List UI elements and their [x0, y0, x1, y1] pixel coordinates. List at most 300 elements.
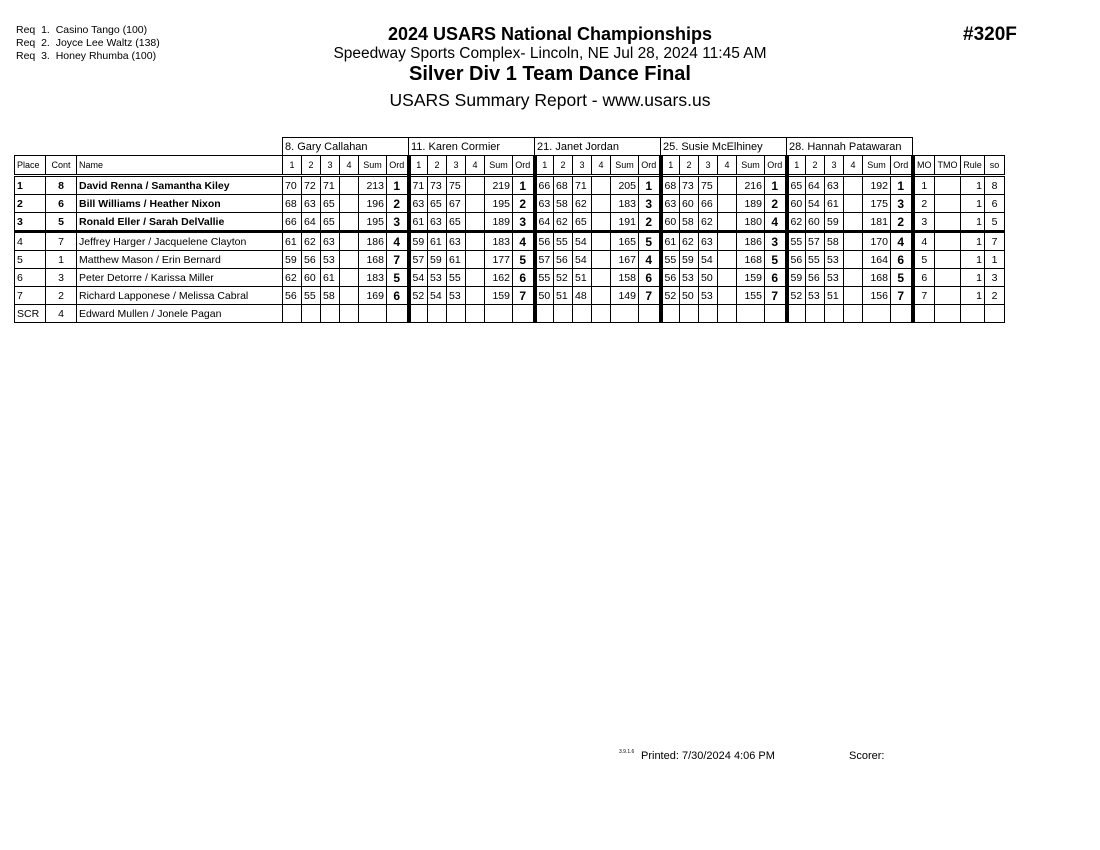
judge-score: 53: [680, 269, 699, 287]
judge-score: [718, 176, 737, 195]
judge-sum: 183: [611, 195, 639, 213]
judge-ordinal: 2: [639, 213, 661, 232]
judge-score: 51: [573, 269, 592, 287]
judge-score: 61: [409, 213, 428, 232]
judge-score: [787, 305, 806, 323]
judge-sum: 168: [359, 251, 387, 269]
place: 6: [15, 269, 46, 287]
judge-score: [844, 251, 863, 269]
judge-score: [680, 305, 699, 323]
judge-ordinal: 2: [387, 195, 409, 213]
requirement-1: Req 1. Casino Tango (100): [16, 24, 148, 36]
judge-score: 59: [825, 213, 844, 232]
col-tmo: TMO: [935, 156, 961, 176]
printed-timestamp: Printed: 7/30/2024 4:06 PM: [641, 750, 775, 762]
judge-name: 8. Gary Callahan: [283, 138, 409, 156]
col-s3: 3: [699, 156, 718, 176]
judge-score: [592, 287, 611, 305]
judge-sum: 177: [485, 251, 513, 269]
judge-score: 55: [661, 251, 680, 269]
report-title: USARS Summary Report - www.usars.us: [389, 90, 711, 110]
judge-name: 11. Karen Cormier: [409, 138, 535, 156]
judge-score: 56: [661, 269, 680, 287]
majority-ordinal: 1: [913, 176, 935, 195]
judge-score: 55: [447, 269, 466, 287]
judge-score: [466, 269, 485, 287]
contestant-number: 7: [46, 232, 77, 251]
judge-score: 58: [321, 287, 340, 305]
judge-score: [466, 195, 485, 213]
col-ord: Ord: [891, 156, 913, 176]
col-ord: Ord: [765, 156, 787, 176]
judge-score: 71: [573, 176, 592, 195]
judge-score: [844, 269, 863, 287]
judge-score: 53: [806, 287, 825, 305]
judge-score: 55: [535, 269, 554, 287]
judge-ordinal: 7: [513, 287, 535, 305]
judge-score: [718, 251, 737, 269]
judge-ordinal: 1: [891, 176, 913, 195]
judge-score: [661, 305, 680, 323]
col-sum: Sum: [863, 156, 891, 176]
judge-score: 72: [302, 176, 321, 195]
rule: 1: [961, 195, 985, 213]
judge-score: [573, 305, 592, 323]
judge-score: [554, 305, 573, 323]
judge-ordinal: 3: [387, 213, 409, 232]
tie-majority-ordinal: [935, 269, 961, 287]
judge-sum: 168: [737, 251, 765, 269]
judge-score: 73: [680, 176, 699, 195]
judge-score: 62: [554, 213, 573, 232]
col-mo: MO: [913, 156, 935, 176]
judge-score: 59: [409, 232, 428, 251]
col-s1: 1: [535, 156, 554, 176]
judge-score: 61: [447, 251, 466, 269]
requirement-3: Req 3. Honey Rhumba (100): [16, 50, 157, 62]
col-so: so: [985, 156, 1005, 176]
judge-score: 71: [321, 176, 340, 195]
judge-score: [283, 305, 302, 323]
judge-score: 70: [283, 176, 302, 195]
judge-score: 68: [283, 195, 302, 213]
judge-score: [844, 195, 863, 213]
judge-ordinal: [639, 305, 661, 323]
judge-score: 63: [321, 232, 340, 251]
col-s4: 4: [340, 156, 359, 176]
col-sum: Sum: [485, 156, 513, 176]
judge-score: 53: [825, 269, 844, 287]
judge-score: 75: [447, 176, 466, 195]
contestant-number: 8: [46, 176, 77, 195]
judge-score: [699, 305, 718, 323]
judge-sum: 162: [485, 269, 513, 287]
judge-score: 65: [321, 213, 340, 232]
col-cont: Cont: [46, 156, 77, 176]
contestant-number: 1: [46, 251, 77, 269]
judge-ordinal: 1: [387, 176, 409, 195]
rule: 1: [961, 213, 985, 232]
col-s4: 4: [718, 156, 737, 176]
judge-score: 60: [787, 195, 806, 213]
majority-ordinal: 3: [913, 213, 935, 232]
requirements-list: [16, 24, 160, 63]
col-s4: 4: [466, 156, 485, 176]
judge-score: 63: [825, 176, 844, 195]
judge-ordinal: 4: [639, 251, 661, 269]
judge-score: 63: [535, 195, 554, 213]
judge-score: [844, 232, 863, 251]
col-sum: Sum: [359, 156, 387, 176]
judge-score: [447, 305, 466, 323]
judge-score: 61: [825, 195, 844, 213]
judge-score: [844, 213, 863, 232]
team-name: David Renna / Samantha Kiley: [77, 176, 283, 195]
judge-sum: [485, 305, 513, 323]
table-row: [15, 251, 1005, 269]
judge-ordinal: [387, 305, 409, 323]
judge-score: 53: [699, 287, 718, 305]
table-row: [15, 287, 1005, 305]
tie-majority-ordinal: [935, 287, 961, 305]
judge-score: 60: [661, 213, 680, 232]
judge-score: [428, 305, 447, 323]
judge-score: 58: [825, 232, 844, 251]
judge-score: 62: [573, 195, 592, 213]
col-s2: 2: [680, 156, 699, 176]
tie-majority-ordinal: [935, 176, 961, 195]
contestant-number: 2: [46, 287, 77, 305]
judge-score: [718, 287, 737, 305]
judge-header-row: [15, 138, 1005, 156]
team-name: Edward Mullen / Jonele Pagan: [77, 305, 283, 323]
judge-score: [718, 213, 737, 232]
col-place: Place: [15, 156, 46, 176]
judge-score: 63: [661, 195, 680, 213]
judge-score: 73: [428, 176, 447, 195]
judge-sum: 186: [737, 232, 765, 251]
judge-score: [806, 305, 825, 323]
skate-order: 3: [985, 269, 1005, 287]
judge-sum: [611, 305, 639, 323]
judge-sum: 159: [485, 287, 513, 305]
col-sum: Sum: [611, 156, 639, 176]
place: 5: [15, 251, 46, 269]
col-s1: 1: [787, 156, 806, 176]
skate-order: [985, 305, 1005, 323]
judge-score: [466, 232, 485, 251]
judge-ordinal: 7: [891, 287, 913, 305]
column-header-row: [15, 156, 1005, 176]
team-name: Richard Lapponese / Melissa Cabral: [77, 287, 283, 305]
judge-score: 68: [554, 176, 573, 195]
judge-ordinal: 5: [639, 232, 661, 251]
judge-score: [718, 269, 737, 287]
col-s2: 2: [554, 156, 573, 176]
judge-score: 55: [806, 251, 825, 269]
judge-score: 53: [825, 251, 844, 269]
judge-score: [340, 251, 359, 269]
judge-score: [825, 305, 844, 323]
rule: 1: [961, 287, 985, 305]
judge-ordinal: 1: [765, 176, 787, 195]
judge-score: 75: [699, 176, 718, 195]
judge-ordinal: 4: [387, 232, 409, 251]
judge-sum: [863, 305, 891, 323]
judge-sum: 196: [359, 195, 387, 213]
spacer: [15, 138, 283, 156]
judge-sum: 183: [485, 232, 513, 251]
judge-ordinal: 7: [765, 287, 787, 305]
rule: [961, 305, 985, 323]
judge-sum: 155: [737, 287, 765, 305]
col-s1: 1: [409, 156, 428, 176]
judge-score: 54: [409, 269, 428, 287]
judge-score: [340, 232, 359, 251]
judge-score: [718, 305, 737, 323]
judge-score: 65: [428, 195, 447, 213]
team-name: Ronald Eller / Sarah DelVallie: [77, 213, 283, 232]
col-ord: Ord: [387, 156, 409, 176]
team-name: Peter Detorre / Karissa Miller: [77, 269, 283, 287]
results-table: [14, 137, 1005, 323]
judge-ordinal: [765, 305, 787, 323]
table-row: [15, 176, 1005, 195]
judge-sum: 170: [863, 232, 891, 251]
judge-score: 50: [535, 287, 554, 305]
judge-score: 63: [409, 195, 428, 213]
col-ord: Ord: [513, 156, 535, 176]
judge-sum: 195: [359, 213, 387, 232]
judge-score: 65: [321, 195, 340, 213]
judge-score: [466, 176, 485, 195]
judge-score: 66: [535, 176, 554, 195]
judge-score: [592, 232, 611, 251]
judge-sum: 159: [737, 269, 765, 287]
judge-ordinal: 1: [513, 176, 535, 195]
judge-sum: 175: [863, 195, 891, 213]
majority-ordinal: 6: [913, 269, 935, 287]
judge-score: 62: [283, 269, 302, 287]
col-s1: 1: [283, 156, 302, 176]
skate-order: 1: [985, 251, 1005, 269]
judge-score: 53: [321, 251, 340, 269]
judge-ordinal: 2: [891, 213, 913, 232]
judge-score: 50: [680, 287, 699, 305]
judge-score: [718, 232, 737, 251]
judge-ordinal: 6: [639, 269, 661, 287]
judge-score: 59: [787, 269, 806, 287]
contestant-number: 5: [46, 213, 77, 232]
judge-sum: 181: [863, 213, 891, 232]
col-s2: 2: [302, 156, 321, 176]
judge-score: 65: [787, 176, 806, 195]
judge-score: 48: [573, 287, 592, 305]
judge-score: [466, 213, 485, 232]
judge-sum: [737, 305, 765, 323]
judge-score: 68: [661, 176, 680, 195]
judge-ordinal: 5: [765, 251, 787, 269]
contestant-number: 4: [46, 305, 77, 323]
judge-score: 53: [428, 269, 447, 287]
judge-score: 54: [573, 251, 592, 269]
tie-majority-ordinal: [935, 305, 961, 323]
judge-score: 56: [787, 251, 806, 269]
team-name: Matthew Mason / Erin Bernard: [77, 251, 283, 269]
col-s4: 4: [592, 156, 611, 176]
judge-score: 51: [825, 287, 844, 305]
judge-score: 58: [554, 195, 573, 213]
judge-score: 66: [699, 195, 718, 213]
rule: 1: [961, 232, 985, 251]
judge-sum: 189: [737, 195, 765, 213]
judge-score: [718, 195, 737, 213]
col-ord: Ord: [639, 156, 661, 176]
judge-ordinal: 4: [513, 232, 535, 251]
table-row: [15, 213, 1005, 232]
judge-score: 56: [554, 251, 573, 269]
judge-sum: 167: [611, 251, 639, 269]
skate-order: 7: [985, 232, 1005, 251]
event-number: #320F: [963, 24, 1017, 45]
judge-score: 57: [535, 251, 554, 269]
judge-score: 65: [447, 213, 466, 232]
judge-score: 52: [409, 287, 428, 305]
judge-score: [844, 176, 863, 195]
rule: 1: [961, 251, 985, 269]
judge-ordinal: 6: [387, 287, 409, 305]
judge-score: 62: [302, 232, 321, 251]
judge-sum: 180: [737, 213, 765, 232]
judge-score: 63: [302, 195, 321, 213]
judge-score: [592, 305, 611, 323]
judge-ordinal: 4: [891, 232, 913, 251]
col-name: Name: [77, 156, 283, 176]
judge-score: 67: [447, 195, 466, 213]
judge-score: 64: [302, 213, 321, 232]
judge-score: 52: [661, 287, 680, 305]
judge-score: 66: [283, 213, 302, 232]
judge-score: 51: [554, 287, 573, 305]
table-row: [15, 232, 1005, 251]
judge-sum: 205: [611, 176, 639, 195]
judge-score: 62: [787, 213, 806, 232]
scorer-label: Scorer:: [849, 750, 885, 762]
judge-score: [409, 305, 428, 323]
tie-majority-ordinal: [935, 195, 961, 213]
judge-sum: 186: [359, 232, 387, 251]
judge-sum: 195: [485, 195, 513, 213]
judge-score: 58: [680, 213, 699, 232]
requirement-2: Req 2. Joyce Lee Waltz (138): [16, 37, 160, 49]
tie-majority-ordinal: [935, 232, 961, 251]
skate-order: 6: [985, 195, 1005, 213]
col-s4: 4: [844, 156, 863, 176]
table-row: [15, 305, 1005, 323]
rule: 1: [961, 176, 985, 195]
table-row: [15, 195, 1005, 213]
judge-ordinal: 2: [513, 195, 535, 213]
judge-ordinal: 4: [765, 213, 787, 232]
judge-name: 25. Susie McElhiney: [661, 138, 787, 156]
judge-score: 56: [535, 232, 554, 251]
judge-score: 55: [554, 232, 573, 251]
judge-score: 53: [447, 287, 466, 305]
judge-sum: 192: [863, 176, 891, 195]
judge-sum: 156: [863, 287, 891, 305]
judge-score: 55: [787, 232, 806, 251]
majority-ordinal: [913, 305, 935, 323]
judge-score: 55: [302, 287, 321, 305]
judge-ordinal: 5: [387, 269, 409, 287]
contestant-number: 6: [46, 195, 77, 213]
judge-score: [321, 305, 340, 323]
contestant-number: 3: [46, 269, 77, 287]
place: 2: [15, 195, 46, 213]
judge-score: [340, 195, 359, 213]
skate-order: 2: [985, 287, 1005, 305]
judge-score: 61: [321, 269, 340, 287]
judge-sum: 189: [485, 213, 513, 232]
judge-ordinal: 3: [639, 195, 661, 213]
table-row: [15, 269, 1005, 287]
judge-score: [340, 305, 359, 323]
judge-sum: 149: [611, 287, 639, 305]
majority-ordinal: 5: [913, 251, 935, 269]
judge-sum: 165: [611, 232, 639, 251]
judge-score: 59: [283, 251, 302, 269]
judge-ordinal: [513, 305, 535, 323]
judge-ordinal: 5: [513, 251, 535, 269]
judge-score: 57: [806, 232, 825, 251]
judge-sum: 219: [485, 176, 513, 195]
judge-sum: 168: [863, 269, 891, 287]
judge-ordinal: 7: [387, 251, 409, 269]
place: 7: [15, 287, 46, 305]
judge-score: 60: [806, 213, 825, 232]
team-name: Bill Williams / Heather Nixon: [77, 195, 283, 213]
judge-score: 61: [661, 232, 680, 251]
judge-sum: 213: [359, 176, 387, 195]
majority-ordinal: 7: [913, 287, 935, 305]
judge-score: 60: [680, 195, 699, 213]
judge-score: [592, 251, 611, 269]
col-s3: 3: [321, 156, 340, 176]
judge-sum: [359, 305, 387, 323]
judge-sum: 164: [863, 251, 891, 269]
judge-ordinal: 6: [765, 269, 787, 287]
judge-score: [466, 305, 485, 323]
team-name: Jeffrey Harger / Jacquelene Clayton: [77, 232, 283, 251]
majority-ordinal: 2: [913, 195, 935, 213]
judge-ordinal: 3: [513, 213, 535, 232]
judge-score: 50: [699, 269, 718, 287]
judge-score: 61: [283, 232, 302, 251]
skate-order: 5: [985, 213, 1005, 232]
place: 1: [15, 176, 46, 195]
col-s3: 3: [825, 156, 844, 176]
judge-score: [302, 305, 321, 323]
col-s2: 2: [806, 156, 825, 176]
judge-score: 57: [409, 251, 428, 269]
venue-date: Speedway Sports Complex- Lincoln, NE Jul 28, 2024 11:45 AM: [333, 45, 767, 62]
judge-score: 71: [409, 176, 428, 195]
judge-score: 63: [699, 232, 718, 251]
judge-name: 28. Hannah Patawaran: [787, 138, 913, 156]
judge-score: [466, 287, 485, 305]
majority-ordinal: 4: [913, 232, 935, 251]
tie-majority-ordinal: [935, 251, 961, 269]
